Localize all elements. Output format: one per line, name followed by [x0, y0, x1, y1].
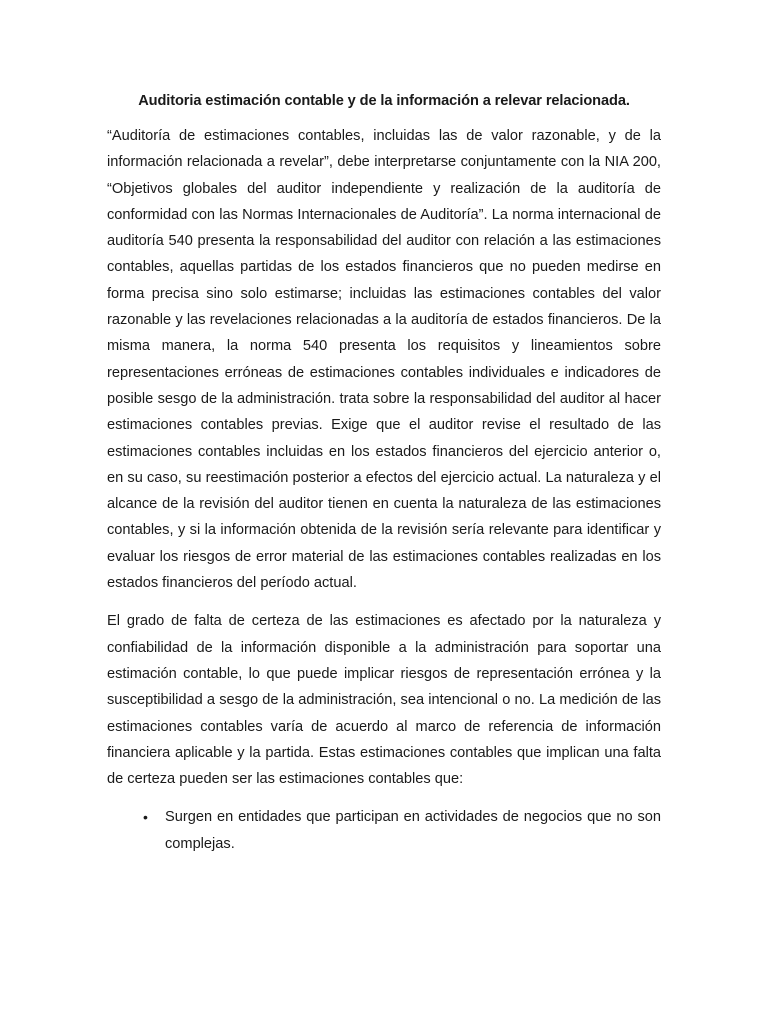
- bullet-text: Surgen en entidades que participan en actividades de negocios que no son complejas.: [165, 809, 661, 852]
- document-body: [107, 91, 661, 857]
- bullet-item: [107, 804, 661, 857]
- bullet-list: [107, 804, 661, 857]
- document-title: Auditoria estimación contable y de la información a relevar relacionada.: [138, 93, 630, 109]
- paragraph-2: El grado de falta de certeza de las estimaciones es afectado por la naturaleza y confiabilidad de la información disponible a la administración para soportar una estimación contable, lo que puede implicar riesgos de representación errónea y la susceptibilidad a sesgo de la administración, sea intencional o no. La medición de las estimaciones contables varía de acuerdo al marco de referencia de información financiera aplicable y la partida. Estas estimaciones contables que implican una falta de certeza pueden ser las estimaciones contables que:: [107, 613, 661, 788]
- paragraph-1: “Auditoría de estimaciones contables, incluidas las de valor razonable, y de la información relacionada a revelar”, debe interpretarse conjuntamente con la NIA 200, “Objetivos globales del auditor independiente y realización de la auditoría de conformidad con las Normas Internacionales de Auditoría”. La norma internacional de auditoría 540 presenta la responsabilidad del auditor con relación a las estimaciones contables, aquellas partidas de los estados financieros que no pueden medirse en forma precisa sino solo estimarse; incluidas las estimaciones contables del valor razonable y las revelaciones relacionadas a la auditoría de estados financieros. De la misma manera, la norma 540 presenta los requisitos y lineamientos sobre representaciones erróneas de estimaciones contables individuales e indicadores de posible sesgo de la administración. trata sobre la responsabilidad del auditor al hacer estimaciones contables previas. Exige que el auditor revise el resultado de las estimaciones contables incluidas en los estados financieros del ejercicio anterior o, en su caso, su reestimación posterior a efectos del ejercicio actual. La naturaleza y el alcance de la revisión del auditor tienen en cuenta la naturaleza de las estimaciones contables, y si la información obtenida de la revisión sería relevante para identificar y evaluar los riesgos de error material de las estimaciones contables realizadas en los estados financieros del período actual.: [107, 128, 661, 592]
- bullet-dot-icon: •: [143, 809, 148, 826]
